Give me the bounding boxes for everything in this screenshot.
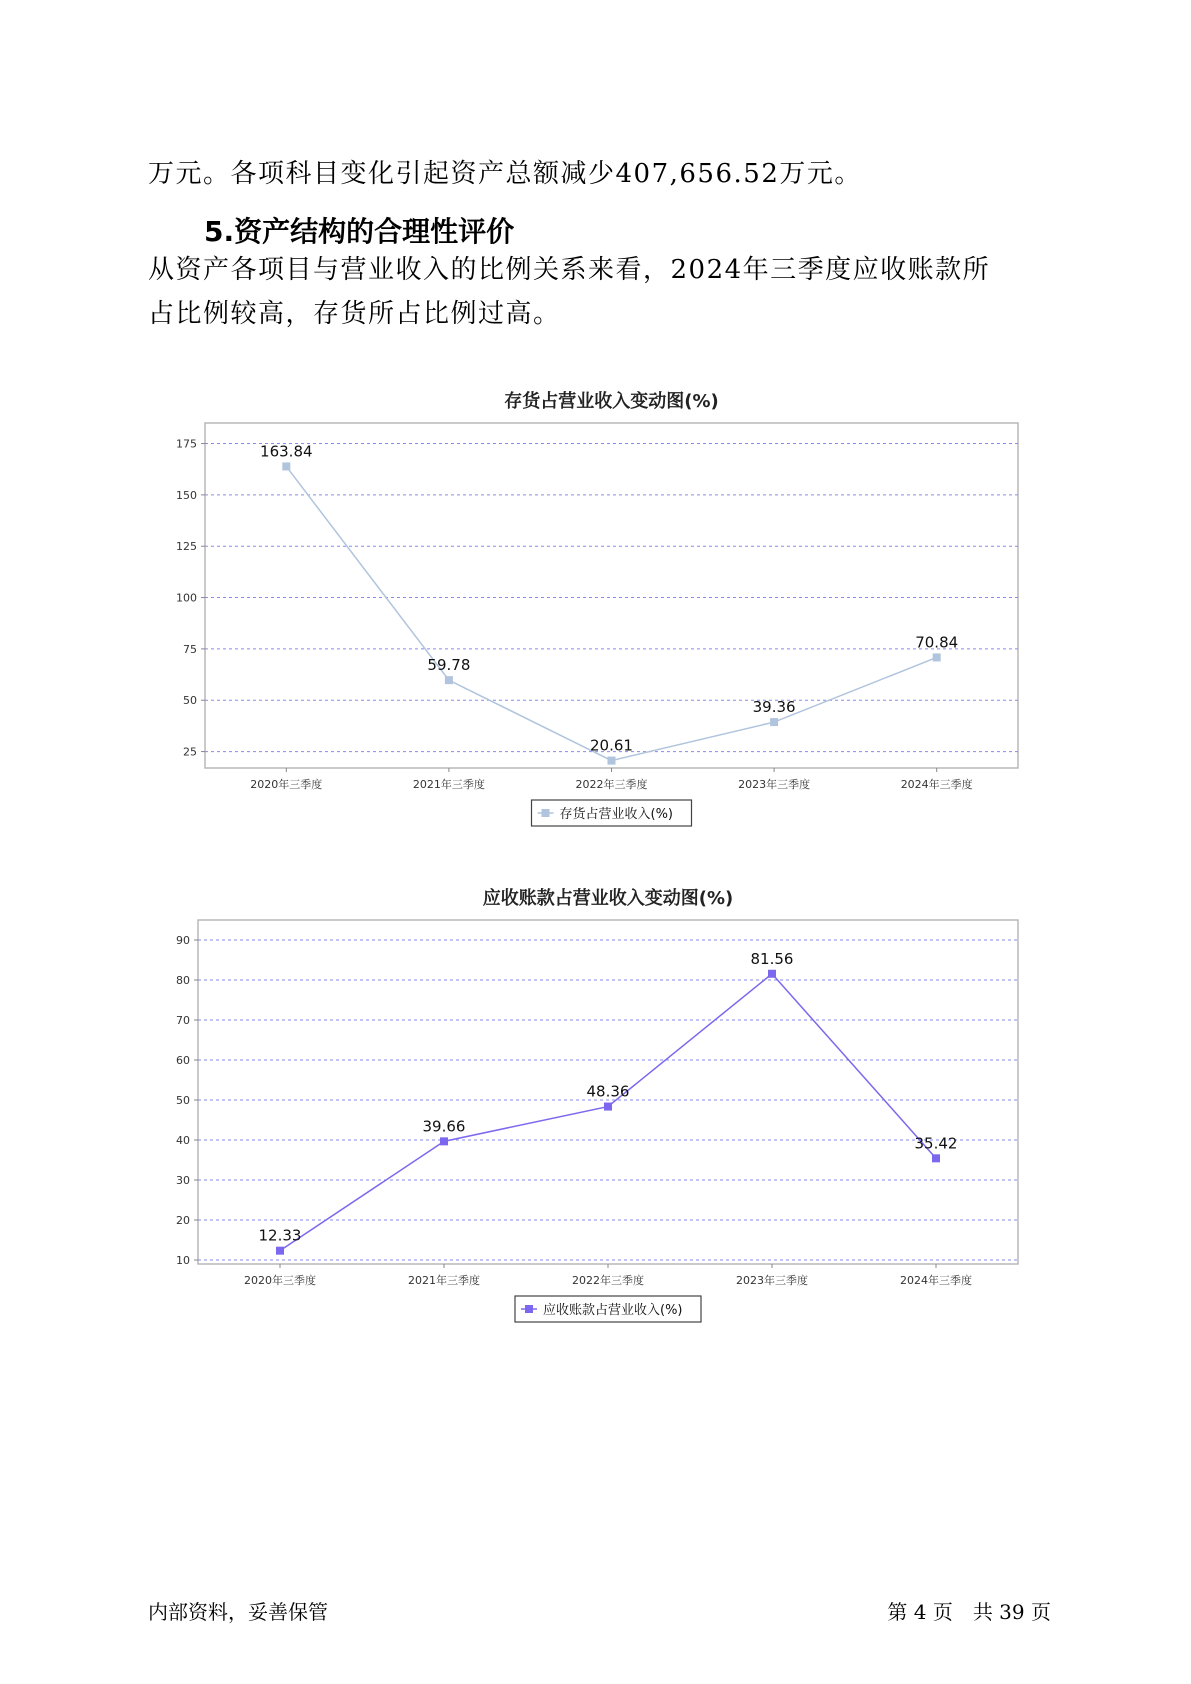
data-label: 12.33 [258,1226,302,1245]
y-tick-label: 125 [176,540,197,554]
data-point [440,1137,448,1145]
y-tick-label: 40 [176,1134,190,1147]
y-tick-label: 150 [176,488,197,502]
y-tick-label: 30 [176,1174,190,1187]
data-point [604,1103,612,1111]
x-tick-label: 2020年三季度 [244,1274,316,1287]
section-heading: 5.资产结构的合理性评价 [204,215,515,248]
legend-label: 应收账款占营业收入(%) [543,1303,683,1318]
data-label: 163.84 [260,442,313,461]
x-tick-label: 2024年三季度 [900,778,973,791]
x-tick-label: 2021年三季度 [408,1274,480,1287]
legend-label: 存货占营业收入(%) [559,807,673,822]
data-point [932,1154,940,1162]
y-tick-label: 90 [176,934,190,947]
data-label: 59.78 [427,656,471,675]
receivables-ratio-chart [0,876,1191,1336]
x-tick-label: 2023年三季度 [738,778,811,791]
x-tick-label: 2023年三季度 [736,1274,808,1287]
y-tick-label: 20 [176,1214,190,1227]
y-tick-label: 100 [176,591,197,605]
chart-title: 应收账款占营业收入变动图(%) [482,888,734,909]
paragraph-line-2: 占比例较高，存货所占比例过高。 [148,299,561,329]
chart-title: 存货占营业收入变动图(%) [504,391,719,412]
data-label: 48.36 [586,1082,630,1101]
data-label: 35.42 [914,1134,958,1153]
y-tick-label: 25 [183,745,197,759]
y-tick-label: 10 [176,1254,190,1267]
paragraph-tail: 万元。各项科目变化引起资产总额减少407,656.52万元。 [148,159,862,189]
paragraph-line-1: 从资产各项目与营业收入的比例关系来看，2024年三季度应收账款所 [148,255,991,285]
footer-confidential: 内部资料，妥善保管 [148,1600,328,1624]
data-point [445,676,453,684]
data-point [770,718,778,726]
x-tick-label: 2022年三季度 [575,778,648,791]
data-label: 39.36 [752,698,796,717]
x-tick-label: 2022年三季度 [572,1274,644,1287]
y-tick-label: 50 [183,694,197,708]
y-tick-label: 75 [183,642,197,656]
data-point [933,653,941,661]
y-tick-label: 60 [176,1054,190,1067]
legend-marker [542,809,550,817]
data-point [608,757,616,765]
y-tick-label: 175 [176,437,197,451]
x-tick-label: 2024年三季度 [900,1274,972,1287]
y-tick-label: 70 [176,1014,190,1027]
plot-area [205,423,1018,768]
data-label: 81.56 [750,949,794,968]
x-tick-label: 2021年三季度 [412,778,485,791]
data-label: 39.66 [422,1117,466,1136]
data-label: 20.61 [590,736,633,755]
data-point [282,462,290,470]
footer-page-number: 第 4 页 共 39 页 [887,1600,1051,1624]
y-tick-label: 50 [176,1094,190,1107]
data-point [276,1247,284,1255]
legend-marker [525,1305,533,1313]
data-point [768,970,776,978]
x-tick-label: 2020年三季度 [250,778,323,791]
data-label: 70.84 [915,633,959,652]
y-tick-label: 80 [176,974,190,987]
inventory-ratio-chart [0,380,1191,840]
